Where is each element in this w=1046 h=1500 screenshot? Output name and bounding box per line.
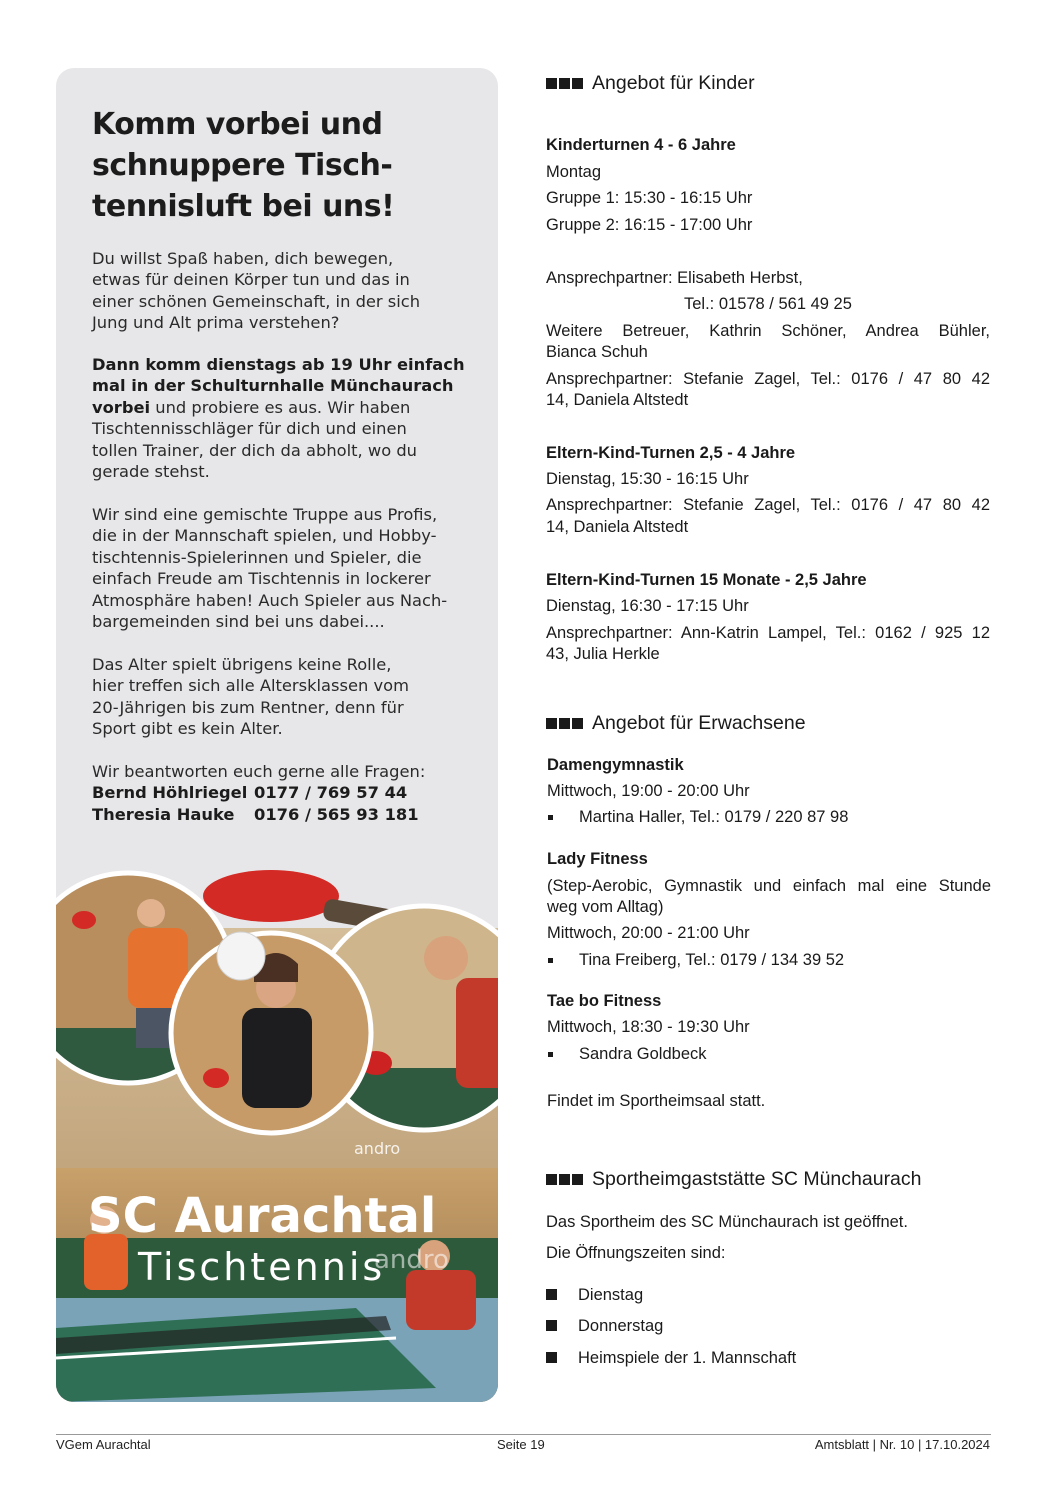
footer-page-number: Seite 19 <box>497 1437 545 1452</box>
course-contact: Tina Freiberg, Tel.: 0179 / 134 39 52 <box>579 951 845 969</box>
course-contact: Sandra Goldbeck <box>579 1045 707 1063</box>
section-heading-sportheim: Sportheimgaststätte SC Münchaurach <box>546 1168 922 1191</box>
footer-left: VGem Aurachtal <box>56 1437 151 1452</box>
photo-subtitle: Tischtennis <box>138 1245 386 1289</box>
bullet-icon <box>548 958 553 963</box>
bullet-icon <box>548 815 553 820</box>
course-assistants: Weitere Betreuer, Kathrin Schöner, Andrea Bühler, <box>546 322 990 340</box>
course-description: (Step-Aerobic, Gymnastik und einfach mal eine Stunde <box>547 877 991 895</box>
bullet-icon <box>548 1052 553 1057</box>
opening-day: Dienstag <box>578 1286 644 1304</box>
course-contact: 14, Daniela Altstedt <box>546 391 689 409</box>
promo-card <box>56 68 498 1402</box>
course-title: Kinderturnen 4 - 6 Jahre <box>546 136 736 154</box>
course-assistants: Bianca Schuh <box>546 343 648 361</box>
course-time: Dienstag, 15:30 - 16:15 Uhr <box>546 470 749 488</box>
course-time: Gruppe 2: 16:15 - 17:00 Uhr <box>546 216 753 234</box>
opening-day: Heimspiele der 1. Mannschaft <box>578 1349 797 1367</box>
sportheim-text: Das Sportheim des SC Münchaurach ist geöffnet. <box>546 1213 908 1231</box>
footer-divider <box>56 1434 991 1435</box>
course-contact: Martina Haller, Tel.: 0179 / 220 87 98 <box>579 808 849 826</box>
banner-text: andro <box>354 1139 401 1158</box>
promo-headline: Komm vorbei und schnuppere Tisch- tennisluft bei uns! <box>92 107 395 224</box>
course-description: weg vom Alltag) <box>547 898 664 916</box>
promo-paragraph-3: Wir sind eine gemischte Truppe aus Profis, die in der Mannschaft spielen, und Hobby- tischtennis-Spielerinnen und Spieler, die einfach Freude am Tischtennis in lockerer Atmosphäre haben! Auch Spieler aus Nach- bargemeinden sind bei uns dabei.... <box>92 505 448 632</box>
course-title: Lady Fitness <box>547 850 648 868</box>
contact-row: Bernd Höhlriegel 0177 / 769 57 44 <box>92 783 408 803</box>
course-title: Eltern-Kind-Turnen 2,5 - 4 Jahre <box>546 444 796 462</box>
course-title: Eltern-Kind-Turnen 15 Monate - 2,5 Jahre <box>546 571 867 589</box>
course-contact-phone: Tel.: 01578 / 561 49 25 <box>684 295 852 313</box>
table-tennis-photo-collage <box>56 868 498 1402</box>
course-time: Mittwoch, 20:00 - 21:00 Uhr <box>547 924 750 942</box>
section-heading-kinder: Angebot für Kinder <box>546 72 755 95</box>
opening-day: Donnerstag <box>578 1317 664 1335</box>
course-time: Mittwoch, 18:30 - 19:30 Uhr <box>547 1018 750 1036</box>
course-contact: Ansprechpartner: Stefanie Zagel, Tel.: 0176 / 47 80 42 <box>546 496 990 514</box>
course-time: Gruppe 1: 15:30 - 16:15 Uhr <box>546 189 753 207</box>
course-contact: Ansprechpartner: Stefanie Zagel, Tel.: 0176 / 47 80 42 <box>546 370 990 388</box>
bullet-icon <box>546 1289 557 1300</box>
course-title: Damengymnastik <box>547 756 684 774</box>
heading-squares-icon <box>546 1174 583 1185</box>
course-time: Dienstag, 16:30 - 17:15 Uhr <box>546 597 749 615</box>
course-contact: 43, Julia Herkle <box>546 645 660 663</box>
promo-paragraph-1: Du willst Spaß haben, dich bewegen, etwas für deinen Körper tun und das in einer schönen Gemeinschaft, in der sich Jung und Alt prima verstehen? <box>92 249 421 333</box>
promo-paragraph-4: Das Alter spielt übrigens keine Rolle, hier treffen sich alle Altersklassen vom 20-Jährigen bis zum Rentner, denn für Sport gibt es kein Alter. <box>92 655 409 739</box>
banner-text: andro <box>374 1245 449 1275</box>
course-contact: Ansprechpartner: Ann-Katrin Lampel, Tel.: 0162 / 925 12 <box>546 624 990 642</box>
bullet-icon <box>546 1352 557 1363</box>
section-heading-erwachsene: Angebot für Erwachsene <box>546 712 806 735</box>
course-note: Findet im Sportheimsaal statt. <box>547 1092 766 1110</box>
footer-right: Amtsblatt | Nr. 10 | 17.10.2024 <box>814 1437 990 1452</box>
heading-squares-icon <box>546 718 583 729</box>
contact-row: Theresia Hauke 0176 / 565 93 181 <box>92 804 419 824</box>
course-time: Mittwoch, 19:00 - 20:00 Uhr <box>547 782 750 800</box>
promo-paragraph-2: Dann komm dienstags ab 19 Uhr einfach mal in der Schulturnhalle Münchaurach vorbei und probiere es aus. Wir haben Tischtennisschläger für dich und einen tollen Trainer, der dich da abholt, wo du gerade stehst. <box>92 355 465 482</box>
course-day: Montag <box>546 163 602 181</box>
photo-title: SC Aurachtal <box>88 1188 437 1244</box>
bullet-icon <box>546 1320 557 1331</box>
sportheim-text: Die Öffnungszeiten sind: <box>546 1244 726 1262</box>
course-title: Tae bo Fitness <box>547 992 662 1010</box>
course-contact: Ansprechpartner: Elisabeth Herbst, <box>546 269 803 287</box>
course-contact: 14, Daniela Altstedt <box>546 518 689 536</box>
promo-contacts: Wir beantworten euch gerne alle Fragen: Bernd Höhlriegel 0177 / 769 57 44 Theresia Hauke 0176 / 565 93 181 <box>92 761 482 825</box>
heading-squares-icon <box>546 78 583 89</box>
